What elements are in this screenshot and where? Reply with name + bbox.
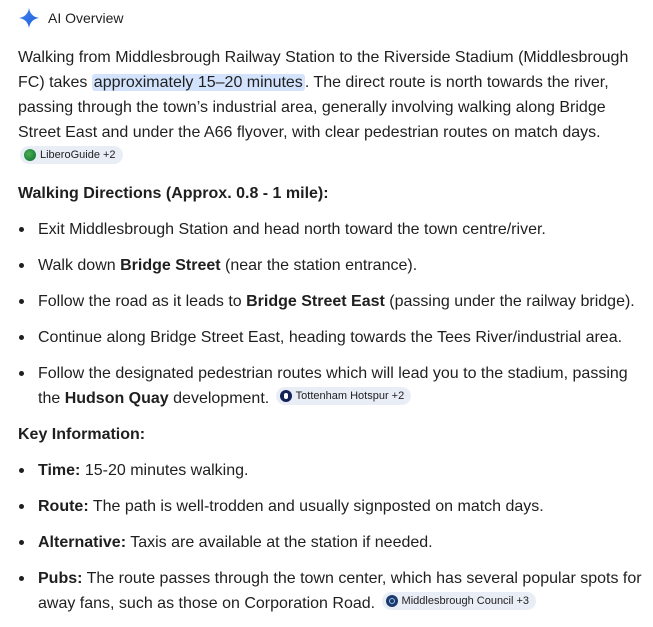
direction-item xyxy=(18,289,643,314)
source-chip-label: LiberoGuide +2 xyxy=(40,149,116,161)
direction-place-name: Hudson Quay xyxy=(64,390,169,407)
key-information-list xyxy=(18,458,643,616)
highlighted-duration: approximately 15–20 minutes xyxy=(93,74,303,91)
direction-text-before: Walk down xyxy=(38,257,121,274)
direction-text: Continue along Bridge Street East, heading towards the Tees River/industrial area. xyxy=(38,329,623,346)
source-chip-label: Tottenham Hotspur +2 xyxy=(295,390,405,402)
direction-text-after: (passing under the railway bridge). xyxy=(384,293,635,310)
intro-paragraph xyxy=(18,45,643,170)
direction-item xyxy=(18,217,643,242)
key-information-heading: Key Information: xyxy=(18,426,146,443)
direction-text: Exit Middlesbrough Station and head north toward the town centre/river. xyxy=(38,221,546,238)
liberoguide-icon xyxy=(24,149,36,161)
direction-text-before: Follow the road as it leads to xyxy=(38,293,247,310)
key-info-item xyxy=(18,530,643,555)
ai-overview-header xyxy=(18,7,123,29)
walking-directions-list xyxy=(18,217,643,411)
key-info-text: The route passes through the town center, which has several popular spots for away fans, such as those on Corporation Road. xyxy=(38,570,642,612)
direction-text-after: (near the station entrance). xyxy=(220,257,418,274)
direction-street-name: Bridge Street East xyxy=(246,293,385,310)
direction-item xyxy=(18,253,643,278)
middlesbrough-council-icon xyxy=(386,595,398,607)
intro-text-before: Walking from Middlesbrough Railway Station to the Riverside Stadium (Middlesbrough FC) takes xyxy=(18,49,629,91)
direction-text-after: development. xyxy=(168,390,270,407)
sparkle-icon xyxy=(18,7,40,29)
key-info-label: Route: xyxy=(38,498,89,515)
source-chip-middlesbrough-council[interactable] xyxy=(382,592,537,610)
key-info-text: Taxis are available at the station if needed. xyxy=(126,534,433,551)
key-info-label: Pubs: xyxy=(38,570,83,587)
source-chip-liberoguide[interactable] xyxy=(20,146,123,164)
source-chip-label: Middlesbrough Council +3 xyxy=(401,595,530,607)
intro-text-after: . The direct route is north towards the river, passing through the town’s industrial area, generally involving walking along Bridge Street East and under the A66 flyover, with clear pedestrian routes on match days. xyxy=(18,74,609,141)
source-chip-tottenham-hotspur[interactable] xyxy=(276,387,412,405)
direction-item xyxy=(18,325,643,350)
key-info-item xyxy=(18,566,643,616)
key-info-label: Time: xyxy=(38,462,81,479)
direction-text-before: Follow the designated pedestrian routes which will lead you to the stadium, passing the xyxy=(38,365,628,407)
key-info-label: Alternative: xyxy=(38,534,127,551)
walking-directions-heading: Walking Directions (Approx. 0.8 - 1 mile): xyxy=(18,185,329,202)
key-info-item xyxy=(18,494,643,519)
key-info-text: The path is well-trodden and usually signposted on match days. xyxy=(88,498,544,515)
ai-overview-content xyxy=(18,45,643,627)
tottenham-hotspur-icon xyxy=(280,390,292,402)
direction-street-name: Bridge Street xyxy=(120,257,221,274)
key-info-item xyxy=(18,458,643,483)
key-info-text: 15-20 minutes walking. xyxy=(80,462,249,479)
direction-item xyxy=(18,361,643,411)
ai-overview-title: AI Overview xyxy=(48,10,124,26)
